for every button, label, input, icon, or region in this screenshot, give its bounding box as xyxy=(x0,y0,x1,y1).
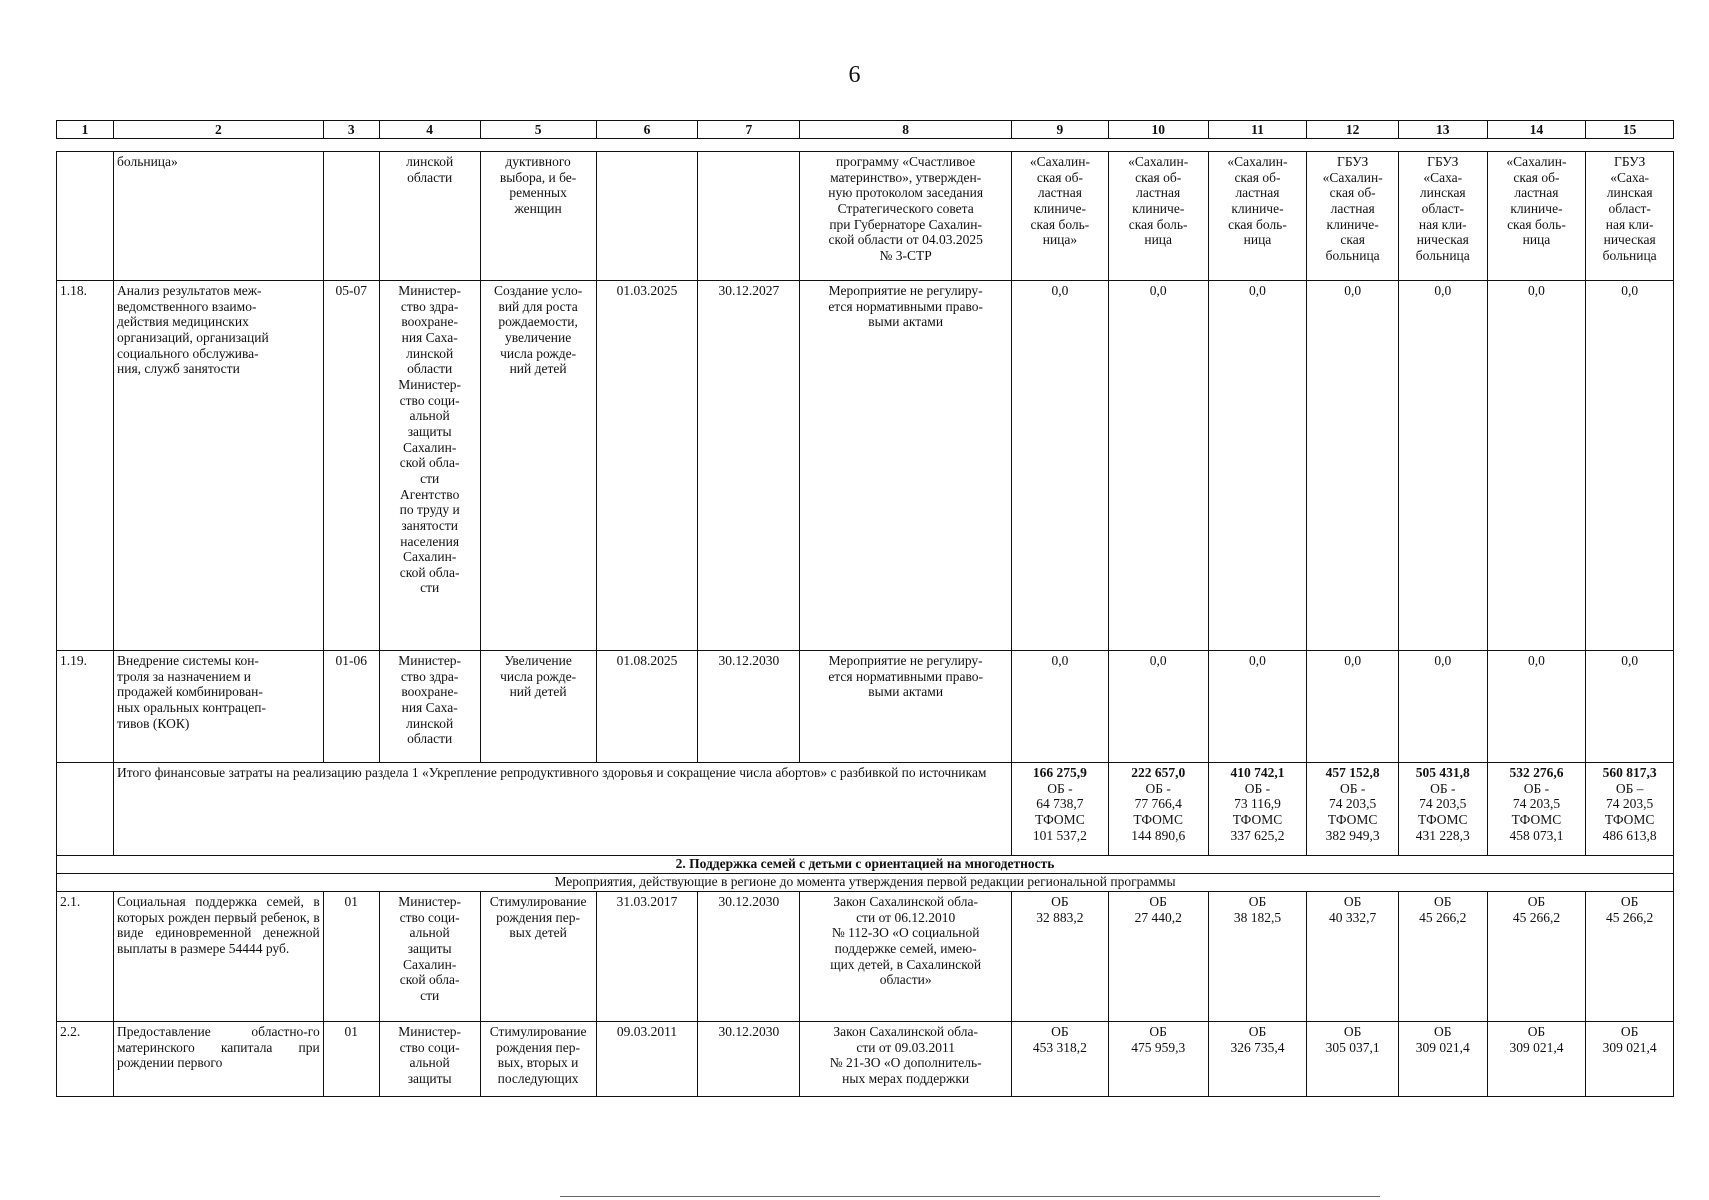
total-cell xyxy=(1208,763,1307,856)
total-breakdown: ОБ - 64 738,7 ТФОМС 101 537,2 xyxy=(1032,780,1087,843)
legal-basis: Закон Сахалинской обла- сти от 09.03.2011 № 21-ЗО «О дополнитель- ных мерах поддержки xyxy=(800,1022,1012,1097)
col-header: 15 xyxy=(1586,121,1674,139)
responsible: Министер- ство соци- альной защиты xyxy=(379,1022,480,1097)
page-number: 6 xyxy=(848,62,861,88)
table-row xyxy=(57,892,1674,1022)
start-date: 31.03.2017 xyxy=(596,892,698,1022)
total-row xyxy=(57,763,1674,856)
event-name: Социальная поддержка семей, в которых рожден первый ребенок, в виде единовременной денежной выплаты в размере 54444 руб. xyxy=(114,892,324,1022)
total-breakdown: ОБ - 74 203,5 ТФОМС 458 073,1 xyxy=(1509,780,1564,843)
value-cell: ОБ 326 735,4 xyxy=(1208,1022,1307,1097)
col-header: 2 xyxy=(114,121,324,139)
total-amount: 410 742,1 xyxy=(1230,765,1285,780)
start-date: 09.03.2011 xyxy=(596,1022,698,1097)
value-cell: 0,0 xyxy=(1307,281,1399,651)
col-header: 8 xyxy=(800,121,1012,139)
value-cell: 0,0 xyxy=(1487,281,1586,651)
value-cell: ОБ 45 266,2 xyxy=(1398,892,1487,1022)
value-cell: ОБ 475 959,3 xyxy=(1108,1022,1208,1097)
end-date: 30.12.2030 xyxy=(698,651,800,763)
row-code: 01-06 xyxy=(323,651,379,763)
end-date: 30.12.2030 xyxy=(698,1022,800,1097)
total-breakdown: ОБ - 74 203,5 ТФОМС 382 949,3 xyxy=(1325,780,1380,843)
value-cell: 0,0 xyxy=(1398,281,1487,651)
col-header: 9 xyxy=(1012,121,1109,139)
program-table xyxy=(56,151,1674,1097)
value-cell: ОБ 32 883,2 xyxy=(1012,892,1109,1022)
total-breakdown: ОБ - 77 766,4 ТФОМС 144 890,6 xyxy=(1131,780,1186,843)
executor: «Сахалин- ская об- ластная клиниче- ская боль- ница xyxy=(1487,152,1586,281)
value-cell: 0,0 xyxy=(1487,651,1586,763)
total-cell xyxy=(1586,763,1674,856)
start-date: 01.03.2025 xyxy=(596,281,698,651)
value-cell: 0,0 xyxy=(1012,651,1109,763)
executor: ГБУЗ «Саха- линская област- ная кли- ническая больница xyxy=(1398,152,1487,281)
value-cell: 0,0 xyxy=(1012,281,1109,651)
executor: ГБУЗ «Саха- линская област- ная кли- ническая больница xyxy=(1586,152,1674,281)
total-amount: 166 275,9 xyxy=(1032,765,1087,780)
expected-result: Увеличение числа рожде- ний детей xyxy=(480,651,596,763)
section-title: 2. Поддержка семей с детьми с ориентацией на многодетность xyxy=(57,856,1674,874)
executor: «Сахалин- ская об- ластная клиниче- ская боль- ница» xyxy=(1012,152,1109,281)
legal-basis: программу «Счастливое материнство», утвержден- ную протоколом заседания Стратегического совета при Губернаторе Сахалин- ской области от 04.03.2025 № 3-СТР xyxy=(800,152,1012,281)
column-number-header xyxy=(56,120,1674,139)
responsible: Министер- ство здра- воохране- ния Саха- линской области Министер- ство соци- альной защиты Сахалин- ской обла- сти Агентство по труду и занятости населения Сахалин- ской обла- сти xyxy=(379,281,480,651)
value-cell: ОБ 38 182,5 xyxy=(1208,892,1307,1022)
legal-basis: Мероприятие не регулиру- ется нормативными право- выми актами xyxy=(800,281,1012,651)
expected-result: Стимулирование рождения пер- вых, вторых и последующих xyxy=(480,1022,596,1097)
value-cell: ОБ 309 021,4 xyxy=(1398,1022,1487,1097)
col-header: 5 xyxy=(480,121,596,139)
event-name: Анализ результатов меж- ведомственного взаимо- действия медицинских организаций, организаций социального обслужива- ния, служб занятости xyxy=(114,281,324,651)
start-date: 01.08.2025 xyxy=(596,651,698,763)
expected-result: Стимулирование рождения пер- вых детей xyxy=(480,892,596,1022)
subsection-title: Мероприятия, действующие в регионе до момента утверждения первой редакции региональной программы xyxy=(57,874,1674,892)
total-amount: 532 276,6 xyxy=(1509,765,1564,780)
total-cell xyxy=(1012,763,1109,856)
col-header: 10 xyxy=(1108,121,1208,139)
legal-basis: Закон Сахалинской обла- сти от 06.12.2010 № 112-ЗО «О социальной поддержке семей, имею- щих детей, в Сахалинской области» xyxy=(800,892,1012,1022)
total-cell xyxy=(1398,763,1487,856)
col-header: 13 xyxy=(1398,121,1487,139)
total-breakdown: ОБ - 74 203,5 ТФОМС 431 228,3 xyxy=(1415,780,1470,843)
table-row xyxy=(57,1022,1674,1097)
total-breakdown: ОБ – 74 203,5 ТФОМС 486 613,8 xyxy=(1602,780,1657,843)
value-cell: 0,0 xyxy=(1108,281,1208,651)
value-cell: ОБ 45 266,2 xyxy=(1586,892,1674,1022)
total-breakdown: ОБ - 73 116,9 ТФОМС 337 625,2 xyxy=(1230,780,1285,843)
col-header: 1 xyxy=(57,121,114,139)
value-cell: 0,0 xyxy=(1586,281,1674,651)
value-cell: 0,0 xyxy=(1586,651,1674,763)
table-row xyxy=(57,651,1674,763)
col-header: 14 xyxy=(1487,121,1586,139)
total-amount: 222 657,0 xyxy=(1131,765,1186,780)
total-cell xyxy=(1487,763,1586,856)
value-cell: ОБ 453 318,2 xyxy=(1012,1022,1109,1097)
table-row xyxy=(57,281,1674,651)
total-amount: 505 431,8 xyxy=(1415,765,1470,780)
value-cell: ОБ 309 021,4 xyxy=(1586,1022,1674,1097)
col-header: 11 xyxy=(1208,121,1307,139)
executor: ГБУЗ «Сахалин- ская об- ластная клиниче- ская больница xyxy=(1307,152,1399,281)
col-header: 12 xyxy=(1307,121,1399,139)
total-amount: 457 152,8 xyxy=(1325,765,1380,780)
row-number: 2.1. xyxy=(57,892,114,1022)
event-name: больница» xyxy=(114,152,324,281)
responsible: Министер- ство соци- альной защиты Сахалин- ской обла- сти xyxy=(379,892,480,1022)
executor: «Сахалин- ская об- ластная клиниче- ская боль- ница xyxy=(1108,152,1208,281)
col-header: 3 xyxy=(323,121,379,139)
value-cell: ОБ 305 037,1 xyxy=(1307,1022,1399,1097)
col-header: 7 xyxy=(698,121,800,139)
value-cell: ОБ 309 021,4 xyxy=(1487,1022,1586,1097)
bottom-scan-line xyxy=(560,1196,1380,1197)
event-name: Предоставление областно-го материнского капитала при рождении первого xyxy=(114,1022,324,1097)
end-date: 30.12.2027 xyxy=(698,281,800,651)
value-cell: ОБ 45 266,2 xyxy=(1487,892,1586,1022)
subsection-row xyxy=(57,874,1674,892)
col-header: 4 xyxy=(379,121,480,139)
value-cell: 0,0 xyxy=(1208,651,1307,763)
responsible: Министер- ство здра- воохране- ния Саха- линской области xyxy=(379,651,480,763)
row-number: 1.18. xyxy=(57,281,114,651)
row-code: 05-07 xyxy=(323,281,379,651)
table-row xyxy=(57,152,1674,281)
event-name: Внедрение системы кон- троля за назначением и продажей комбинирован- ных оральных контрацеп- тивов (КОК) xyxy=(114,651,324,763)
expected-result: Создание усло- вий для роста рождаемости, увеличение числа рожде- ний детей xyxy=(480,281,596,651)
total-label: Итого финансовые затраты на реализацию раздела 1 «Укрепление репродуктивного здоровья и сокращение числа абортов» с разбивкой по источникам xyxy=(114,763,1012,856)
col-header: 6 xyxy=(596,121,698,139)
value-cell: 0,0 xyxy=(1208,281,1307,651)
row-number: 1.19. xyxy=(57,651,114,763)
legal-basis: Мероприятие не регулиру- ется нормативными право- выми актами xyxy=(800,651,1012,763)
section-row xyxy=(57,856,1674,874)
row-code: 01 xyxy=(323,892,379,1022)
row-number: 2.2. xyxy=(57,1022,114,1097)
value-cell: ОБ 40 332,7 xyxy=(1307,892,1399,1022)
value-cell: 0,0 xyxy=(1398,651,1487,763)
value-cell: 0,0 xyxy=(1307,651,1399,763)
responsible: линской области xyxy=(379,152,480,281)
total-cell xyxy=(1108,763,1208,856)
end-date: 30.12.2030 xyxy=(698,892,800,1022)
row-code: 01 xyxy=(323,1022,379,1097)
executor: «Сахалин- ская об- ластная клиниче- ская боль- ница xyxy=(1208,152,1307,281)
total-amount: 560 817,3 xyxy=(1602,765,1657,780)
expected-result: дуктивного выбора, и бе- ременных женщин xyxy=(480,152,596,281)
value-cell: 0,0 xyxy=(1108,651,1208,763)
value-cell: ОБ 27 440,2 xyxy=(1108,892,1208,1022)
total-cell xyxy=(1307,763,1399,856)
